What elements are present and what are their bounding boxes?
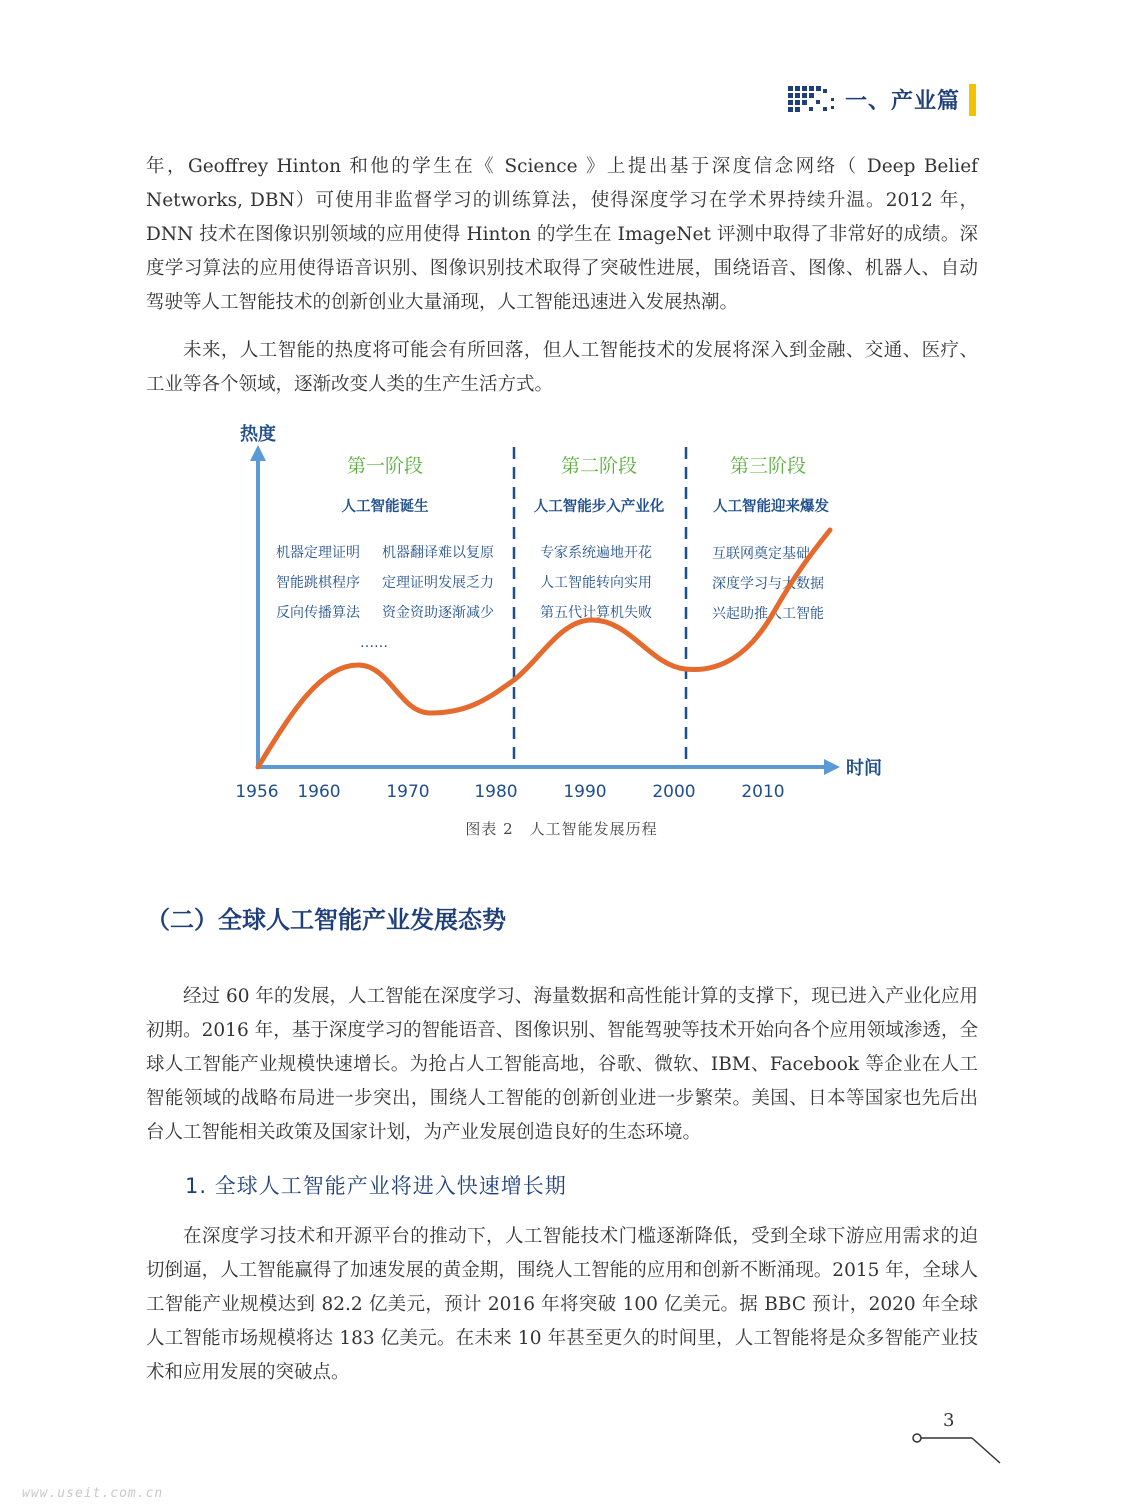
stage2-event: 专家系统遍地开花 [540, 545, 652, 561]
x-tick-label: 1980 [474, 782, 518, 802]
stage3-event: 深度学习与大数据 [712, 576, 824, 592]
stage1-event: 资金资助逐渐减少 [382, 605, 494, 621]
stage2-event: 第五代计算机失败 [540, 605, 652, 621]
x-tick-label: 1960 [297, 782, 341, 802]
stage1-event: 机器翻译难以复原 [382, 545, 494, 561]
stage-title-3: 第三阶段 [729, 455, 807, 477]
stage-subtitle-1: 人工智能诞生 [341, 499, 429, 515]
page-corner-line-icon [910, 1430, 1005, 1465]
x-tick-label: 1990 [563, 782, 607, 802]
x-axis-arrow [824, 759, 840, 775]
subsection-title: 1. 全球人工智能产业将进入快速增长期 [185, 1174, 567, 1198]
y-axis-arrow [250, 445, 266, 461]
page-number: 3 [943, 1410, 955, 1431]
section-intro: 经过 60 年的发展，人工智能在深度学习、海量数据和高性能计算的支撑下，现已进入产业化应用初期。2016 年，基于深度学习的智能语音、图像识别、智能驾驶等技术开始向各个应用领域渗透，全球人工智能产业规模快速增长。为抢占人工智能高地，谷歌、微软、IBM、Facebook 等企业在人工智能领域的战略布局进一步突出，围绕人工智能的创新创业进一步繁荣。美国、日本等国家也先后出台人工智能相关政策及国家计划，为产业发展创造良好的生态环境。 [146, 986, 978, 1143]
stage-title-1: 第一阶段 [346, 455, 424, 477]
header-accent-bar [969, 84, 976, 116]
figure-caption: 图表 2 人工智能发展历程 [465, 820, 658, 838]
stage2-event: 人工智能转向实用 [540, 575, 652, 591]
x-tick-label: 1956 [235, 782, 279, 802]
x-tick-label: 2010 [741, 782, 785, 802]
section-title: （二）全球人工智能产业发展态势 [146, 906, 506, 934]
stage1-event: 机器定理证明 [276, 545, 360, 561]
ai-history-figure [230, 415, 890, 810]
subsection-body: 在深度学习技术和开源平台的推动下，人工智能技术门槛逐渐降低，受到全球下游应用需求的迫切倒逼，人工智能赢得了加速发展的黄金期，围绕人工智能的应用和创新不断涌现。2015 年，全球人工智能产业规模达到 82.2 亿美元，预计 2016 年将突破 100 亿美元。据 BBC 预计，2020 年全球人工智能市场规模将达 183 亿美元。在未来 10 年甚至更久的时间里，人工智能将是众多智能产业技术和应用发展的突破点。 [146, 1226, 978, 1383]
x-tick-label: 2000 [652, 782, 696, 802]
x-axis-label: 时间 [846, 758, 882, 779]
heat-curve [258, 530, 830, 767]
stage-subtitle-3: 人工智能迎来爆发 [713, 499, 829, 515]
paragraph-hinton: 年，Geoffrey Hinton 和他的学生在《 Science 》上提出基于深度信念网络（ Deep Belief Networks, DBN）可使用非监督学习的训练算法，使得深度学习在学术界持续升温。2012 年，DNN 技术在图像识别领域的应用使得 Hinton 的学生在 ImageNet 评测中取得了非常好的成绩。深度学习算法的应用使得语音识别、图像识别技术取得了突破性进展，围绕语音、图像、机器人、自动驾驶等人工智能技术的创新创业大量涌现，人工智能迅速进入发展热潮。 [146, 156, 978, 313]
stage1-event: 反向传播算法 [276, 605, 360, 621]
y-axis-label: 热度 [240, 424, 276, 445]
stage3-event: 兴起助推人工智能 [712, 606, 824, 622]
x-tick-label: 1970 [386, 782, 430, 802]
stage1-event: 智能跳棋程序 [276, 575, 360, 591]
stage-title-2: 第二阶段 [560, 455, 638, 477]
watermark: www.useit.com.cn [22, 1486, 164, 1501]
header-dot-grid-icon [788, 86, 840, 112]
stage1-event: …… [360, 635, 388, 651]
stage3-event: 互联网奠定基础 [712, 546, 810, 562]
stage1-event: 定理证明发展乏力 [382, 575, 494, 591]
stage-subtitle-2: 人工智能步入产业化 [533, 499, 665, 515]
paragraph-future: 未来，人工智能的热度将可能会有所回落，但人工智能技术的发展将深入到金融、交通、医疗、工业等各个领域，逐渐改变人类的生产生活方式。 [146, 340, 978, 395]
chapter-header: 一、产业篇 [845, 89, 961, 114]
